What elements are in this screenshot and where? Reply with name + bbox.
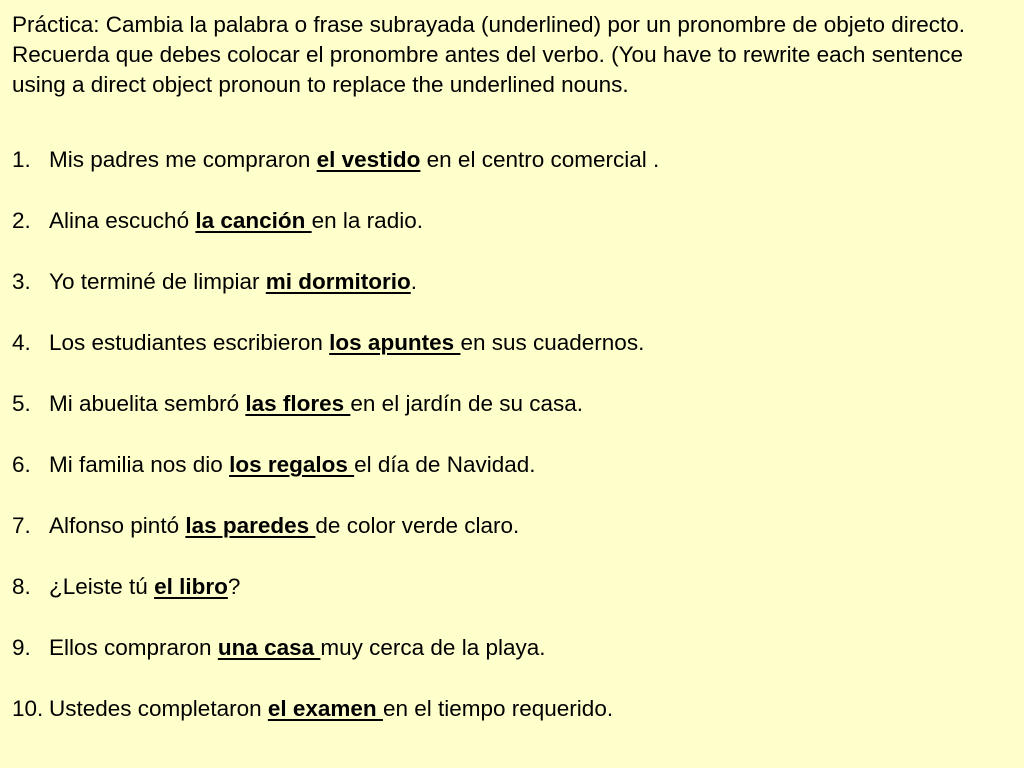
sentence-end: ? xyxy=(227,574,241,599)
sentence-start: Alina escuchó xyxy=(49,208,196,233)
exercise-item-9 xyxy=(12,633,1012,663)
sentence-start: Mis padres me compraron xyxy=(49,147,317,172)
sentence-end: en la radio. xyxy=(311,208,423,233)
item-number: 5. xyxy=(12,391,31,416)
exercise-item-1 xyxy=(12,145,1012,175)
exercise-item-7 xyxy=(12,511,1012,541)
underlined-phrase: el examen xyxy=(267,696,383,721)
item-number: 8. xyxy=(12,574,31,599)
item-number: 2. xyxy=(12,208,31,233)
underlined-phrase: los regalos xyxy=(229,452,355,477)
exercise-item-6 xyxy=(12,450,1012,480)
instructions-text: Práctica: Cambia la palabra o frase subrayada (underlined) por un pronombre de objeto directo. Recuerda que debes colocar el pronombre antes del verbo. (You have to rewrite each sentence using a direct object pronoun to replace the underlined nouns. xyxy=(12,12,966,97)
sentence-start: Alfonso pintó xyxy=(49,513,186,538)
sentence-end: el día de Navidad. xyxy=(354,452,536,477)
exercise-list xyxy=(12,145,1012,724)
item-number: 4. xyxy=(12,330,31,355)
sentence-start: Ellos compraron xyxy=(49,635,218,660)
item-number: 1. xyxy=(12,147,31,172)
underlined-phrase: las paredes xyxy=(185,513,316,538)
item-number: 10. xyxy=(12,696,44,721)
exercise-item-3 xyxy=(12,267,1012,297)
underlined-phrase: una casa xyxy=(217,635,321,660)
sentence-start: Ustedes completaron xyxy=(49,696,268,721)
sentence-end: en el tiempo requerido. xyxy=(382,696,614,721)
sentence-start: Mi abuelita sembró xyxy=(49,391,246,416)
exercise-item-4 xyxy=(12,328,1012,358)
underlined-phrase: el libro xyxy=(154,574,228,599)
exercise-item-10 xyxy=(12,694,1012,724)
item-number: 9. xyxy=(12,635,31,660)
item-number: 6. xyxy=(12,452,31,477)
sentence-end: en sus cuadernos. xyxy=(460,330,645,355)
exercise-item-5 xyxy=(12,389,1012,419)
sentence-start: Los estudiantes escribieron xyxy=(49,330,330,355)
sentence-start: ¿Leiste tú xyxy=(49,574,155,599)
underlined-phrase: los apuntes xyxy=(329,330,461,355)
underlined-phrase: el vestido xyxy=(316,147,421,172)
item-number: 3. xyxy=(12,269,31,294)
sentence-end: muy cerca de la playa. xyxy=(320,635,546,660)
sentence-end: de color verde claro. xyxy=(315,513,520,538)
item-number: 7. xyxy=(12,513,31,538)
exercise-item-8 xyxy=(12,572,1012,602)
exercise-item-2 xyxy=(12,206,1012,236)
underlined-phrase: mi dormitorio xyxy=(265,269,411,294)
underlined-phrase: la canción xyxy=(195,208,312,233)
sentence-end: en el jardín de su casa. xyxy=(350,391,584,416)
underlined-phrase: las flores xyxy=(245,391,351,416)
sentence-end: . xyxy=(410,269,418,294)
sentence-start: Mi familia nos dio xyxy=(49,452,230,477)
sentence-end: en el centro comercial . xyxy=(420,147,660,172)
sentence-start: Yo terminé de limpiar xyxy=(49,269,266,294)
